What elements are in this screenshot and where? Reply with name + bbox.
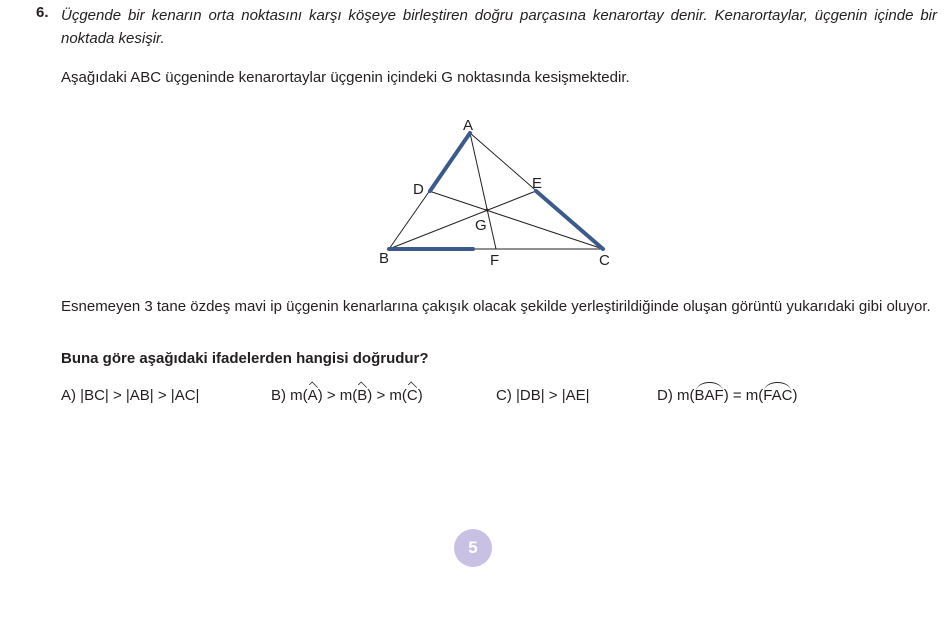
- question-intro: Üçgende bir kenarın orta noktasını karşı köşeye birleştiren doğru parçasına kenarortay denir. Kenarortaylar, üçgenin içinde bir noktada kesişir.: [61, 7, 937, 47]
- option-c[interactable]: [496, 387, 590, 404]
- angle-c-hat: C: [406, 387, 418, 404]
- centroid-point: [486, 209, 489, 212]
- label-d: D: [413, 181, 424, 198]
- option-b-text: m(: [290, 387, 308, 404]
- median-cd: [429, 191, 603, 249]
- label-a: A: [463, 117, 474, 134]
- rope-ec: [536, 191, 603, 249]
- page-number-badge: 5: [454, 529, 492, 567]
- option-a-letter: A): [61, 387, 76, 404]
- answer-options: [61, 387, 921, 411]
- angle-baf-arc: BAF: [694, 387, 724, 404]
- option-a-text: |BC| > |AB| > |AC|: [80, 387, 200, 404]
- option-d-text: ) = m(: [723, 387, 764, 404]
- label-e: E: [532, 175, 543, 192]
- option-b[interactable]: [271, 387, 423, 404]
- question-ask: Buna göre aşağıdaki ifadelerden hangisi doğrudur?: [61, 350, 429, 367]
- label-c: C: [599, 252, 610, 269]
- option-b-text: ) > m(: [317, 387, 358, 404]
- option-d[interactable]: [657, 387, 797, 404]
- triangle-diagram: [360, 110, 640, 275]
- median-be: [389, 191, 536, 249]
- option-b-letter: B): [271, 387, 286, 404]
- option-b-text: ) > m(: [367, 387, 407, 404]
- option-b-text: ): [417, 387, 423, 404]
- option-d-text: ): [792, 387, 798, 404]
- angle-fac-arc: FAC: [763, 387, 793, 404]
- question-description: Esnemeyen 3 tane özdeş mavi ip üçgenin kenarlarına çakışık olacak şekilde yerleştirildiğinde oluşan görüntü yukarıdaki gibi oluyor.: [61, 298, 931, 315]
- angle-b-hat: B: [357, 387, 368, 404]
- question-context: Aşağıdaki ABC üçgeninde kenarortaylar üçgenin içindeki G noktasında kesişmektedir.: [61, 69, 630, 86]
- triangle-figure: [360, 110, 640, 280]
- label-f: F: [490, 252, 500, 269]
- question-number: 6.: [36, 4, 49, 21]
- label-b: B: [379, 250, 390, 267]
- option-a[interactable]: [61, 387, 199, 404]
- angle-a-hat: A: [307, 387, 318, 404]
- option-d-letter: D): [657, 387, 673, 404]
- option-c-letter: C): [496, 387, 512, 404]
- rope-ad: [430, 133, 470, 191]
- option-d-text: m(: [677, 387, 695, 404]
- option-c-text: |DB| > |AE|: [516, 387, 590, 404]
- label-g: G: [475, 217, 487, 234]
